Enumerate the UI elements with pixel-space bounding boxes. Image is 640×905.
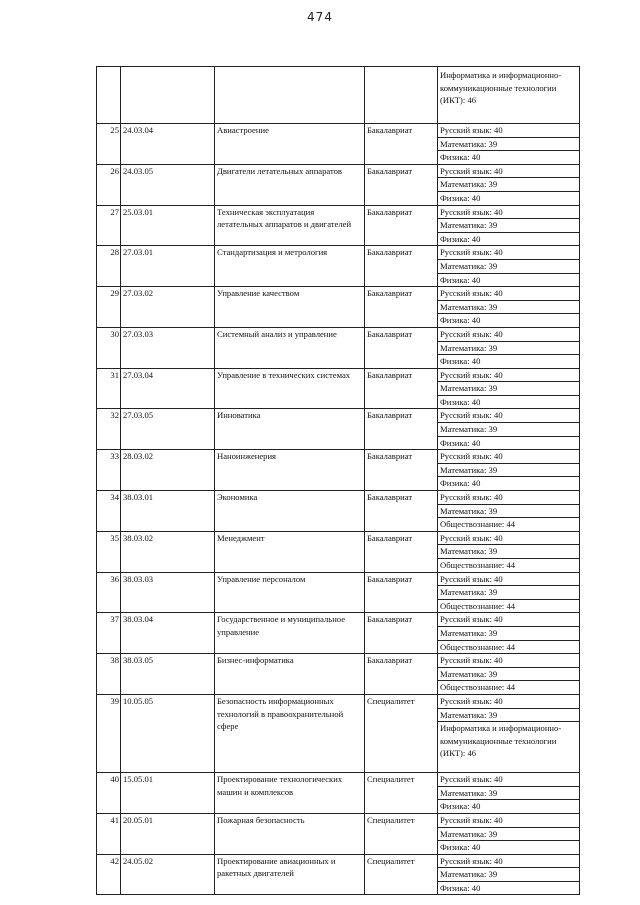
education-level: Бакалавриат (365, 491, 438, 532)
row-number: 36 (97, 572, 121, 613)
row-number: 27 (97, 205, 121, 246)
subject-min-score: Математика: 39 (438, 300, 580, 314)
education-level: Бакалавриат (365, 409, 438, 450)
subject-min-score: Физика: 40 (438, 355, 580, 369)
row-number (97, 67, 121, 124)
program-code: 27.03.01 (121, 246, 215, 287)
education-level: Бакалавриат (365, 450, 438, 491)
education-level: Бакалавриат (365, 613, 438, 654)
program-name (215, 67, 365, 124)
subject-min-score: Русский язык: 40 (438, 327, 580, 341)
program-code: 27.03.05 (121, 409, 215, 450)
subject-min-score: Математика: 39 (438, 178, 580, 192)
subject-min-score: Математика: 39 (438, 137, 580, 151)
subject-min-score: Физика: 40 (438, 841, 580, 855)
subject-min-score: Обществознание: 44 (438, 640, 580, 654)
program-name: Системный анализ и управление (215, 327, 365, 368)
program-code: 38.03.05 (121, 654, 215, 695)
program-name: Управление в технических системах (215, 368, 365, 409)
subject-min-score: Математика: 39 (438, 708, 580, 722)
program-name: Проектирование авиационных и ракетных двигателей (215, 854, 365, 895)
subject-min-score: Обществознание: 44 (438, 681, 580, 695)
table-row (97, 287, 580, 301)
table-row (97, 654, 580, 668)
row-number: 31 (97, 368, 121, 409)
program-name: Инноватика (215, 409, 365, 450)
program-code: 38.03.03 (121, 572, 215, 613)
row-number: 33 (97, 450, 121, 491)
subject-min-score: Математика: 39 (438, 827, 580, 841)
program-code: 24.05.02 (121, 854, 215, 895)
subject-min-score: Математика: 39 (438, 219, 580, 233)
subject-min-score: Физика: 40 (438, 191, 580, 205)
program-code: 24.03.04 (121, 124, 215, 165)
program-name: Управление персоналом (215, 572, 365, 613)
subject-min-score: Информатика и информационно-коммуникационные технологии (ИКТ): 46 (438, 722, 580, 773)
subject-min-score: Физика: 40 (438, 477, 580, 491)
program-code: 20.05.01 (121, 813, 215, 854)
row-number: 37 (97, 613, 121, 654)
subject-min-score: Русский язык: 40 (438, 572, 580, 586)
subject-min-score: Русский язык: 40 (438, 491, 580, 505)
row-number: 41 (97, 813, 121, 854)
admissions-table (96, 66, 580, 895)
education-level: Бакалавриат (365, 654, 438, 695)
table-row (97, 327, 580, 341)
program-code: 28.03.02 (121, 450, 215, 491)
subject-min-score: Физика: 40 (438, 232, 580, 246)
program-name: Авиастроение (215, 124, 365, 165)
subject-min-score: Обществознание: 44 (438, 559, 580, 573)
program-name: Экономика (215, 491, 365, 532)
education-level: Бакалавриат (365, 164, 438, 205)
row-number: 25 (97, 124, 121, 165)
row-number: 29 (97, 287, 121, 328)
program-name: Стандартизация и метрология (215, 246, 365, 287)
row-number: 38 (97, 654, 121, 695)
table-row (97, 124, 580, 138)
program-name: Бизнес-информатика (215, 654, 365, 695)
subject-min-score: Математика: 39 (438, 382, 580, 396)
row-number: 26 (97, 164, 121, 205)
table-row (97, 572, 580, 586)
subject-min-score: Русский язык: 40 (438, 287, 580, 301)
row-number: 32 (97, 409, 121, 450)
program-code: 38.03.02 (121, 531, 215, 572)
subject-min-score: Русский язык: 40 (438, 613, 580, 627)
program-name: Менеджмент (215, 531, 365, 572)
subject-min-score: Русский язык: 40 (438, 368, 580, 382)
subject-min-score: Русский язык: 40 (438, 854, 580, 868)
subject-min-score: Физика: 40 (438, 436, 580, 450)
program-code: 25.03.01 (121, 205, 215, 246)
table-body (97, 67, 580, 895)
table-row (97, 409, 580, 423)
subject-min-score: Русский язык: 40 (438, 531, 580, 545)
row-number: 39 (97, 694, 121, 772)
subject-min-score: Русский язык: 40 (438, 409, 580, 423)
subject-min-score: Русский язык: 40 (438, 246, 580, 260)
table-row (97, 246, 580, 260)
subject-min-score: Математика: 39 (438, 786, 580, 800)
subject-min-score: Математика: 39 (438, 463, 580, 477)
education-level: Специалитет (365, 694, 438, 772)
table-row (97, 450, 580, 464)
subject-min-score: Русский язык: 40 (438, 205, 580, 219)
subject-min-score: Математика: 39 (438, 341, 580, 355)
education-level: Бакалавриат (365, 287, 438, 328)
program-name: Государственное и муниципальное управление (215, 613, 365, 654)
program-code: 24.03.05 (121, 164, 215, 205)
subject-min-score: Русский язык: 40 (438, 694, 580, 708)
table-row (97, 773, 580, 787)
program-code: 38.03.04 (121, 613, 215, 654)
row-number: 30 (97, 327, 121, 368)
program-code: 27.03.04 (121, 368, 215, 409)
subject-min-score: Математика: 39 (438, 545, 580, 559)
subject-min-score: Русский язык: 40 (438, 813, 580, 827)
education-level: Специалитет (365, 773, 438, 814)
row-number: 35 (97, 531, 121, 572)
education-level: Бакалавриат (365, 368, 438, 409)
subject-min-score: Информатика и информационно-коммуникационные технологии (ИКТ): 46 (438, 67, 580, 124)
program-code: 27.03.03 (121, 327, 215, 368)
table-row (97, 205, 580, 219)
program-name: Пожарная безопасность (215, 813, 365, 854)
education-level: Бакалавриат (365, 531, 438, 572)
subject-min-score: Физика: 40 (438, 800, 580, 814)
subject-min-score: Русский язык: 40 (438, 450, 580, 464)
program-code: 10.05.05 (121, 694, 215, 772)
education-level: Специалитет (365, 813, 438, 854)
subject-min-score: Русский язык: 40 (438, 164, 580, 178)
table-row (97, 164, 580, 178)
row-number: 40 (97, 773, 121, 814)
subject-min-score: Физика: 40 (438, 395, 580, 409)
program-code (121, 67, 215, 124)
education-level: Бакалавриат (365, 572, 438, 613)
table-row (97, 613, 580, 627)
subject-min-score: Обществознание: 44 (438, 518, 580, 532)
education-level: Бакалавриат (365, 327, 438, 368)
subject-min-score: Физика: 40 (438, 273, 580, 287)
row-number: 42 (97, 854, 121, 895)
subject-min-score: Физика: 40 (438, 881, 580, 895)
table-row (97, 694, 580, 708)
education-level: Бакалавриат (365, 246, 438, 287)
table-row (97, 531, 580, 545)
subject-min-score: Математика: 39 (438, 504, 580, 518)
subject-min-score: Физика: 40 (438, 151, 580, 165)
program-name: Безопасность информационных технологий в правоохранительной сфере (215, 694, 365, 772)
program-code: 38.03.01 (121, 491, 215, 532)
education-level (365, 67, 438, 124)
subject-min-score: Математика: 39 (438, 586, 580, 600)
program-name: Двигатели летательных аппаратов (215, 164, 365, 205)
program-name: Управление качеством (215, 287, 365, 328)
table-row (97, 854, 580, 868)
education-level: Бакалавриат (365, 124, 438, 165)
table-row (97, 67, 580, 124)
table-row (97, 491, 580, 505)
subject-min-score: Русский язык: 40 (438, 654, 580, 668)
table-row (97, 813, 580, 827)
subject-min-score: Русский язык: 40 (438, 124, 580, 138)
row-number: 34 (97, 491, 121, 532)
subject-min-score: Русский язык: 40 (438, 773, 580, 787)
program-name: Техническая эксплуатация летательных аппаратов и двигателей (215, 205, 365, 246)
row-number: 28 (97, 246, 121, 287)
page-number: 474 (307, 10, 333, 24)
subject-min-score: Математика: 39 (438, 868, 580, 882)
subject-min-score: Физика: 40 (438, 314, 580, 328)
program-name: Проектирование технологических машин и комплексов (215, 773, 365, 814)
program-code: 27.03.02 (121, 287, 215, 328)
education-level: Бакалавриат (365, 205, 438, 246)
program-name: Наноинженерия (215, 450, 365, 491)
table-row (97, 368, 580, 382)
subject-min-score: Математика: 39 (438, 259, 580, 273)
subject-min-score: Обществознание: 44 (438, 599, 580, 613)
subject-min-score: Математика: 39 (438, 667, 580, 681)
education-level: Специалитет (365, 854, 438, 895)
subject-min-score: Математика: 39 (438, 423, 580, 437)
program-code: 15.05.01 (121, 773, 215, 814)
subject-min-score: Математика: 39 (438, 626, 580, 640)
